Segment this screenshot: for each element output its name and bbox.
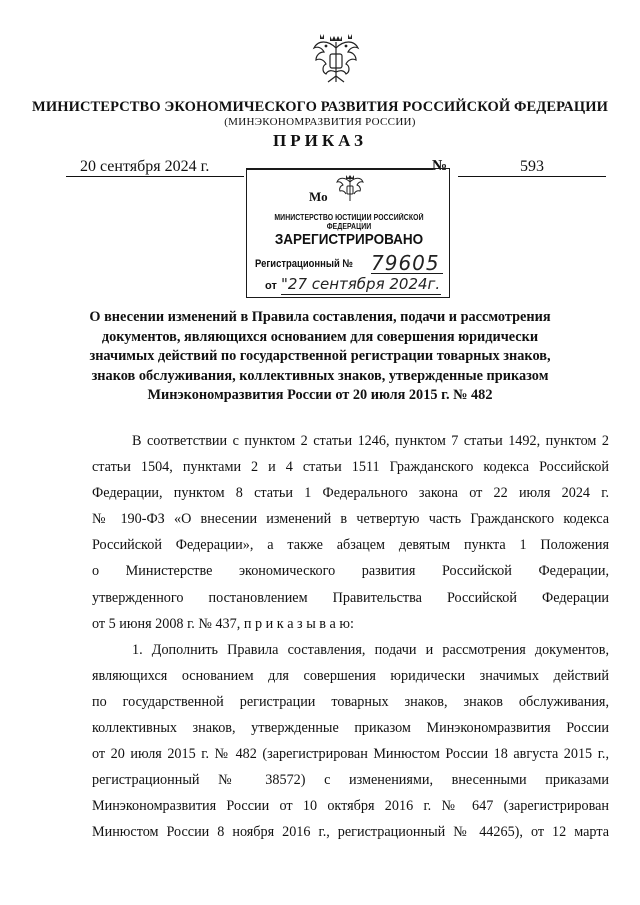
stamp-ministry: МИНИСТЕРСТВО ЮСТИЦИИ РОССИЙСКОЙ ФЕДЕРАЦИИ — [274, 213, 424, 231]
body-line: о Министерстве экономического развития Российской Федерации, — [92, 563, 609, 580]
stamp-date: "27 сентября 2024г. — [281, 275, 441, 293]
order-number: 593 — [458, 158, 606, 177]
registration-stamp — [246, 168, 450, 298]
stamp-date-label: от — [265, 280, 277, 292]
stamp-reg-number-label: Регистрационный № — [255, 258, 353, 270]
body-line: являющихся основанием для совершения юридически значимых действий — [92, 667, 609, 684]
order-title-line: О внесении изменений в Правила составления, подачи и рассмотрения — [89, 309, 551, 325]
body-line: от 20 июля 2015 г. № 482 (зарегистрирован Минюстом России 18 августа 2015 г., — [92, 746, 609, 763]
body-line: Минюстом России 8 ноября 2016 г., регистрационный № 44265), от 12 марта — [92, 824, 609, 841]
order-title-line: значимых действий по государственной регистрации товарных знаков, — [89, 348, 551, 365]
ministry-name: МИНИСТЕРСТВО ЭКОНОМИЧЕСКОГО РАЗВИТИЯ РОССИЙСКОЙ ФЕДЕРАЦИИ — [32, 99, 608, 115]
order-title-line: знаков обслуживания, коллективных знаков, утвержденные приказом — [91, 367, 549, 384]
order-title — [60, 308, 580, 406]
ministry-short-name: (МИНЭКОНОМРАЗВИТИЯ РОССИИ) — [224, 116, 416, 128]
document-type: ПРИКАЗ — [273, 131, 367, 150]
body-line: коллективных знаков, утвержденные приказом Минэкономразвития России — [92, 720, 609, 737]
stamp-top-border — [247, 169, 433, 170]
body-line: Федерации, пунктом 8 статьи 1 Федерального закона от 22 июля 2024 г. — [92, 485, 609, 502]
stamp-reg-number: 79605 — [371, 251, 440, 275]
number-sign: № — [432, 158, 448, 174]
stamp-partial-text: Мо — [309, 189, 328, 204]
body-line: Минэкономразвития России от 10 октября 2016 г. № 647 (зарегистрирован — [92, 798, 609, 815]
stamp-status: ЗАРЕГИСТРИРОВАНО — [274, 231, 424, 248]
order-date: 20 сентября 2024 г. — [66, 158, 244, 177]
body-line: от 5 июня 2008 г. № 437, п р и к а з ы в а ю: — [92, 615, 354, 632]
stamp-date-underline — [281, 294, 441, 295]
body-line: № 190-ФЗ «О внесении изменений в четвертую часть Гражданского кодекса — [92, 511, 609, 528]
stamp-emblem-icon — [335, 173, 365, 205]
order-body — [92, 428, 609, 846]
body-line: Российской Федерации», а также абзацем девятым пункта 1 Положения — [92, 537, 609, 554]
body-line: регистрационный № 38572) с изменениями, внесенными приказами — [92, 772, 609, 789]
body-line: В соответствии с пунктом 2 статьи 1246, пунктом 7 статьи 1492, пунктом 2 — [132, 433, 609, 449]
order-title-line: документов, являющихся основанием для совершения юридически — [101, 328, 539, 345]
order-title-line: Минэкономразвития России от 20 июля 2015 г. № 482 — [147, 387, 493, 404]
body-line: по государственной регистрации товарных знаков, знаков обслуживания, — [92, 693, 609, 710]
body-line: 1. Дополнить Правила составления, подачи и рассмотрения документов, — [132, 641, 609, 658]
body-line: утвержденного постановлением Правительства Российской Федерации — [92, 589, 609, 606]
coat-of-arms-icon — [310, 32, 362, 88]
stamp-reg-number-underline — [371, 273, 443, 274]
body-line: статьи 1504, пунктами 2 и 4 статьи 1511 Гражданского кодекса Российской — [92, 459, 609, 476]
